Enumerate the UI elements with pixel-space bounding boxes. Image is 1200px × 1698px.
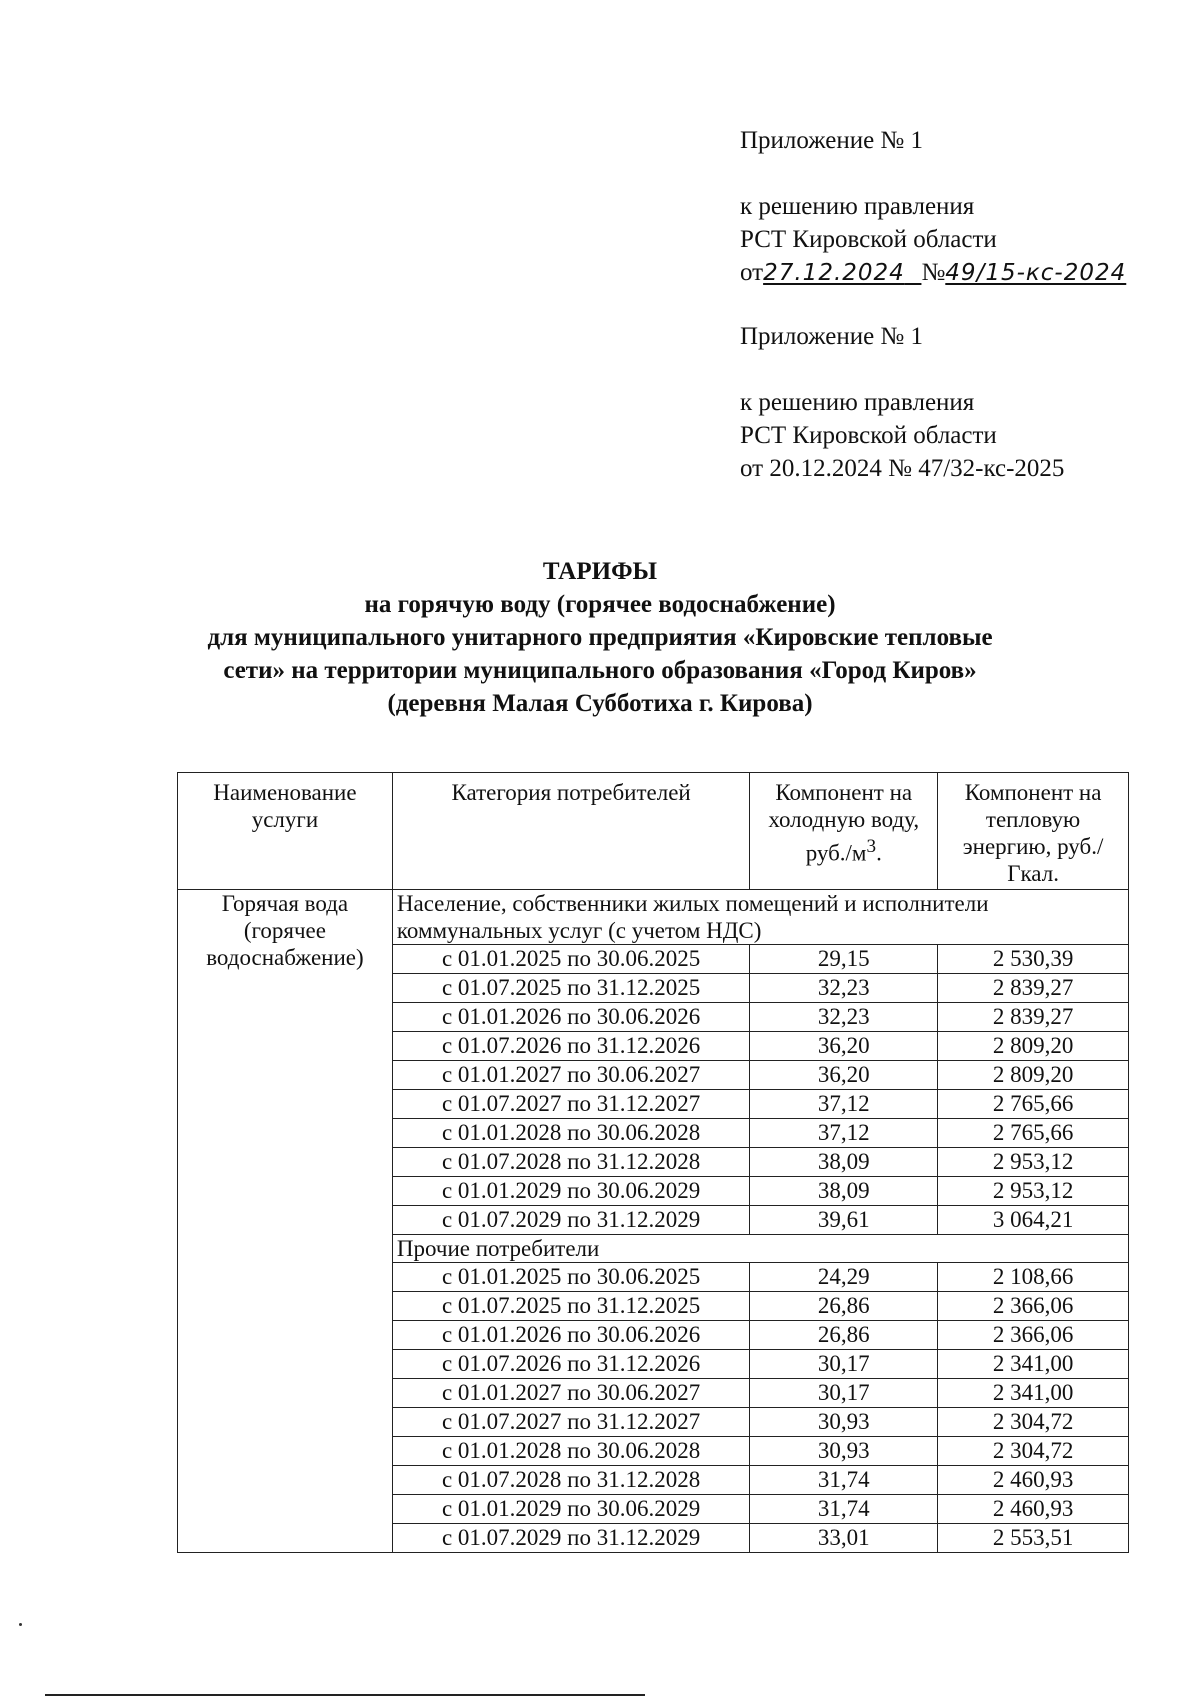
appendix-title: Приложение № 1 bbox=[740, 127, 924, 154]
handwritten-number: 49/15-кс-2024 bbox=[945, 260, 1127, 286]
cold-water-cell: 32,23 bbox=[750, 974, 938, 1003]
heat-cell: 2 341,00 bbox=[938, 1350, 1129, 1379]
title-line: (деревня Малая Субботиха г. Кирова) bbox=[387, 690, 813, 717]
consumer-group-row bbox=[178, 890, 1129, 945]
handwritten-date: 27.12.2024 bbox=[763, 260, 905, 286]
header-service: Наименование услуги bbox=[178, 773, 393, 890]
heat-cell: 2 953,12 bbox=[938, 1148, 1129, 1177]
cold-water-cell: 26,86 bbox=[750, 1321, 938, 1350]
heat-cell: 2 366,06 bbox=[938, 1292, 1129, 1321]
period-cell: с 01.07.2025 по 31.12.2025 bbox=[392, 1292, 749, 1321]
heat-cell: 2 765,66 bbox=[938, 1119, 1129, 1148]
heat-cell: 2 953,12 bbox=[938, 1177, 1129, 1206]
heat-cell: 3 064,21 bbox=[938, 1206, 1129, 1235]
cold-water-cell: 38,09 bbox=[750, 1148, 938, 1177]
period-cell: с 01.07.2025 по 31.12.2025 bbox=[392, 974, 749, 1003]
cold-water-cell: 30,93 bbox=[750, 1437, 938, 1466]
period-cell: с 01.07.2029 по 31.12.2029 bbox=[392, 1524, 749, 1553]
cold-water-cell: 36,20 bbox=[750, 1032, 938, 1061]
number-prefix: № bbox=[921, 259, 946, 286]
period-cell: с 01.07.2026 по 31.12.2026 bbox=[392, 1350, 749, 1379]
cold-water-cell: 30,93 bbox=[750, 1408, 938, 1437]
consumer-group-name: Прочие потребители bbox=[392, 1235, 1128, 1263]
heat-cell: 2 553,51 bbox=[938, 1524, 1129, 1553]
cold-water-cell: 31,74 bbox=[750, 1495, 938, 1524]
heat-cell: 2 304,72 bbox=[938, 1437, 1129, 1466]
heat-cell: 2 460,93 bbox=[938, 1495, 1129, 1524]
cold-water-cell: 31,74 bbox=[750, 1466, 938, 1495]
table-header-row bbox=[178, 773, 1129, 890]
appendix-title: Приложение № 1 bbox=[740, 323, 924, 350]
period-cell: с 01.07.2027 по 31.12.2027 bbox=[392, 1090, 749, 1119]
title-heading: ТАРИФЫ bbox=[542, 558, 658, 585]
cold-water-cell: 38,09 bbox=[750, 1177, 938, 1206]
period-cell: с 01.01.2028 по 30.06.2028 bbox=[392, 1119, 749, 1148]
heat-cell: 2 530,39 bbox=[938, 945, 1129, 974]
appendix-date-number-line bbox=[740, 256, 1180, 290]
title-line: для муниципального унитарного предприятия «Кировские тепловые bbox=[207, 624, 993, 651]
scan-speck bbox=[19, 1623, 22, 1626]
title-line: сети» на территории муниципального образования «Город Киров» bbox=[223, 657, 977, 684]
bottom-rule bbox=[45, 1694, 645, 1696]
period-cell: с 01.01.2027 по 30.06.2027 bbox=[392, 1061, 749, 1090]
appendix-authority-line: РСТ Кировской области bbox=[740, 226, 997, 253]
appendix-authority-line: РСТ Кировской области bbox=[740, 422, 997, 449]
period-cell: с 01.01.2028 по 30.06.2028 bbox=[392, 1437, 749, 1466]
period-cell: с 01.07.2027 по 31.12.2027 bbox=[392, 1408, 749, 1437]
period-cell: с 01.07.2028 по 31.12.2028 bbox=[392, 1148, 749, 1177]
cold-water-cell: 24,29 bbox=[750, 1263, 938, 1292]
heat-cell: 2 460,93 bbox=[938, 1466, 1129, 1495]
appendix-date-number-line: от 20.12.2024 № 47/32-кс-2025 bbox=[740, 455, 1065, 482]
heat-cell: 2 839,27 bbox=[938, 974, 1129, 1003]
appendix-decision-line: к решению правления bbox=[740, 193, 975, 220]
cold-water-cell: 39,61 bbox=[750, 1206, 938, 1235]
cold-water-cell: 37,12 bbox=[750, 1119, 938, 1148]
period-cell: с 01.01.2027 по 30.06.2027 bbox=[392, 1379, 749, 1408]
title-line: на горячую воду (горячее водоснабжение) bbox=[364, 591, 836, 618]
period-cell: с 01.01.2025 по 30.06.2025 bbox=[392, 945, 749, 974]
document-title bbox=[150, 555, 1050, 720]
service-name-cell: Горячая вода (горячее водоснабжение) bbox=[178, 890, 393, 1553]
cold-water-cell: 26,86 bbox=[750, 1292, 938, 1321]
period-cell: с 01.01.2029 по 30.06.2029 bbox=[392, 1177, 749, 1206]
consumer-group-name: Население, собственники жилых помещений и исполнители коммунальных услуг (с учетом НДС) bbox=[392, 890, 1128, 945]
appendix-header-amended bbox=[740, 124, 1180, 290]
appendix-header-original bbox=[740, 320, 1180, 485]
cold-water-cell: 32,23 bbox=[750, 1003, 938, 1032]
period-cell: с 01.07.2029 по 31.12.2029 bbox=[392, 1206, 749, 1235]
period-cell: с 01.01.2025 по 30.06.2025 bbox=[392, 1263, 749, 1292]
date-prefix: от bbox=[740, 259, 764, 286]
cold-water-cell: 37,12 bbox=[750, 1090, 938, 1119]
heat-cell: 2 366,06 bbox=[938, 1321, 1129, 1350]
cold-water-cell: 33,01 bbox=[750, 1524, 938, 1553]
period-cell: с 01.01.2026 по 30.06.2026 bbox=[392, 1003, 749, 1032]
cold-water-cell: 30,17 bbox=[750, 1350, 938, 1379]
cold-water-cell: 29,15 bbox=[750, 945, 938, 974]
tariff-table bbox=[177, 772, 1129, 1553]
heat-cell: 2 809,20 bbox=[938, 1032, 1129, 1061]
appendix-decision-line: к решению правления bbox=[740, 389, 975, 416]
heat-cell: 2 839,27 bbox=[938, 1003, 1129, 1032]
header-heat: Компонент на тепловую энергию, руб./Гкал. bbox=[938, 773, 1129, 890]
heat-cell: 2 765,66 bbox=[938, 1090, 1129, 1119]
period-cell: с 01.01.2029 по 30.06.2029 bbox=[392, 1495, 749, 1524]
cold-water-cell: 36,20 bbox=[750, 1061, 938, 1090]
heat-cell: 2 108,66 bbox=[938, 1263, 1129, 1292]
period-cell: с 01.07.2028 по 31.12.2028 bbox=[392, 1466, 749, 1495]
period-cell: с 01.01.2026 по 30.06.2026 bbox=[392, 1321, 749, 1350]
heat-cell: 2 304,72 bbox=[938, 1408, 1129, 1437]
header-category: Категория потребителей bbox=[392, 773, 749, 890]
heat-cell: 2 341,00 bbox=[938, 1379, 1129, 1408]
period-cell: с 01.07.2026 по 31.12.2026 bbox=[392, 1032, 749, 1061]
heat-cell: 2 809,20 bbox=[938, 1061, 1129, 1090]
cold-water-cell: 30,17 bbox=[750, 1379, 938, 1408]
header-cold-water: Компонент на холодную воду, $руб./м^3$. bbox=[750, 773, 938, 890]
